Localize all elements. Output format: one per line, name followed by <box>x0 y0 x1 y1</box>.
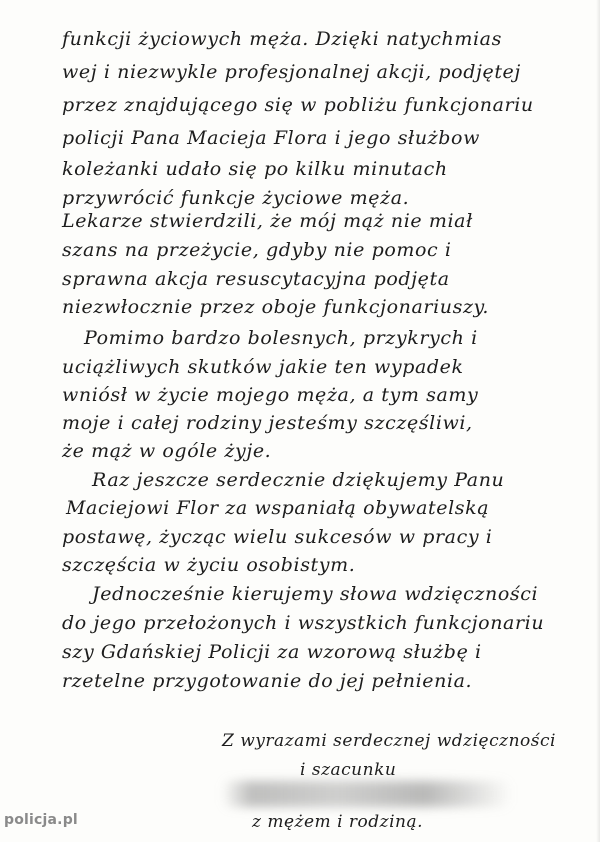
closing-line-1: Z wyrazami serdecznej wdzięczności <box>222 731 556 751</box>
letter-line-23: rzetelne przygotowanie do jej pełnienia. <box>62 670 473 692</box>
letter-line-17: Maciejowi Flor za wspaniałą obywatelską <box>66 497 490 519</box>
letter-line-15: że mąż w ogóle żyje. <box>62 440 272 462</box>
closing-line-3: z mężem i rodziną. <box>252 812 424 832</box>
letter-line-16: Raz jeszcze serdecznie dziękujemy Panu <box>92 469 505 491</box>
letter-line-20: Jednocześnie kierujemy słowa wdzięczności <box>92 583 539 605</box>
letter-line-10: niezwłocznie przez oboje funkcjonariuszy. <box>62 296 490 318</box>
letter-line-11: Pomimo bardzo bolesnych, przykrych i <box>84 327 478 349</box>
letter-line-14: moje i całej rodziny jesteśmy szczęśliwi, <box>62 412 473 434</box>
letter-line-19: szczęścia w życiu osobistym. <box>62 554 356 576</box>
letter-line-13: wniósł w życie mojego męża, a tym samy <box>62 384 479 406</box>
letter-line-8: szans na przeżycie, gdyby nie pomoc i <box>62 239 452 261</box>
letter-line-9: sprawna akcja resuscytacyjna podjęta <box>62 268 450 290</box>
closing-line-2: i szacunku <box>300 760 397 780</box>
scan-edge-shadow <box>596 0 600 842</box>
letter-line-18: postawę, życząc wielu sukcesów w pracy i <box>62 526 493 548</box>
letter-line-2: wej i niezwykle profesjonalnej akcji, podjętej <box>62 61 521 83</box>
letter-line-1: funkcji życiowych męża. Dzięki natychmias <box>62 28 502 50</box>
letter-line-12: uciążliwych skutków jakie ten wypadek <box>62 356 464 378</box>
letter-line-21: do jego przełożonych i wszystkich funkcjonariu <box>62 612 545 634</box>
letter-line-4: policji Pana Macieja Flora i jego służbow <box>62 127 480 149</box>
letter-line-3: przez znajdującego się w pobliżu funkcjonariu <box>62 94 534 116</box>
watermark-logo: policja.pl <box>4 812 78 828</box>
letter-line-7: Lekarze stwierdzili, że mój mąż nie miał <box>62 210 473 232</box>
letter-line-5: koleżanki udało się po kilku minutach <box>62 158 448 180</box>
blurred-signature-name <box>222 781 512 807</box>
letter-line-6: przywrócić funkcje życiowe męża. <box>62 187 410 209</box>
letter-line-22: szy Gdańskiej Policji za wzorową służbę i <box>62 641 482 663</box>
